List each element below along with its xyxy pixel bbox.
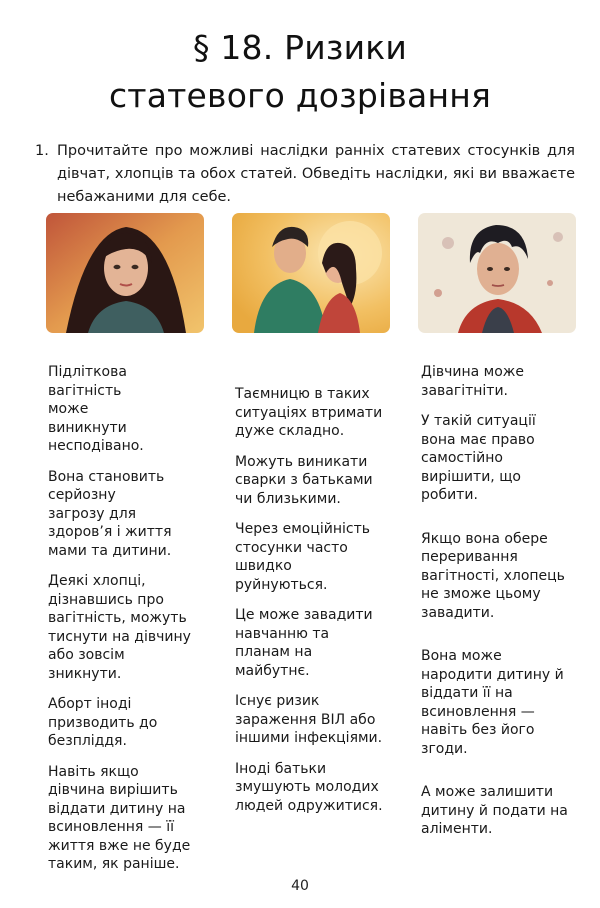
both-item-6: Іноді батьки змушують молодих людей одружитися.: [235, 760, 383, 814]
title-line-2: статевого дозрівання: [108, 76, 492, 115]
both-item-3: Через емоційність стосунки часто швидко руйнуються.: [235, 521, 371, 593]
girls-item-1: Підліткова вагітність може виникнути несподівано.: [48, 364, 144, 454]
boys-item-4: Вона може народити дитину й віддати її на всиновлення — навіть без його згоди.: [421, 648, 564, 757]
column-boys: [421, 363, 586, 839]
boys-item-3: Якщо вона обере переривання вагітності, хлопець не зможе цьому завадити.: [421, 530, 565, 621]
boys-item-2: У такій ситуації вона має право самостійно вирішити, що робити.: [421, 413, 536, 503]
page-number: 40: [291, 878, 309, 894]
task-text: Прочитайте про можливі наслідки ранніх статевих стосунків для дівчат, хлопців та обох статей. Обведіть наслідки, які ви вважаєте небажаними для себе.: [57, 143, 575, 205]
both-item-5: Існує ризик зараження ВІЛ або іншими інфекціями.: [235, 693, 383, 746]
boys-item-5: А може залишити дитину й подати на аліменти.: [421, 784, 568, 837]
boys-item-1: Дівчина може завагітніти.: [421, 364, 524, 399]
task-1: [35, 140, 575, 209]
both-item-1: Таємницю в таких ситуаціях втримати дуже складно.: [235, 386, 383, 439]
girls-item-3: Деякі хлопці, дізнавшись про вагітність, можуть тиснути на дівчину або зовсім зникнути.: [48, 573, 191, 682]
girls-item-2: Вона становить серйозну загрозу для здоров’я і життя мами та дитини.: [48, 468, 172, 559]
illustration-couple: [232, 213, 390, 333]
girls-item-5: Навіть якщо дівчина вирішить віддати дитину на всиновлення — її життя вже не буде таким, як раніше.: [48, 763, 191, 872]
both-item-2: Можуть виникати сварки з батьками чи близькими.: [235, 453, 373, 507]
column-both: [235, 385, 395, 815]
illustration-girl: [46, 213, 204, 333]
illustration-boy: [418, 213, 576, 333]
girls-item-4: Аборт іноді призводить до безпліддя.: [48, 696, 158, 749]
both-item-4: Це може завадити навчанню та планам на майбутнє.: [235, 607, 373, 679]
page-title: [0, 24, 600, 120]
column-girls: [48, 363, 208, 874]
task-number: 1.: [35, 143, 49, 159]
title-line-1: § 18. Ризики: [192, 28, 408, 67]
